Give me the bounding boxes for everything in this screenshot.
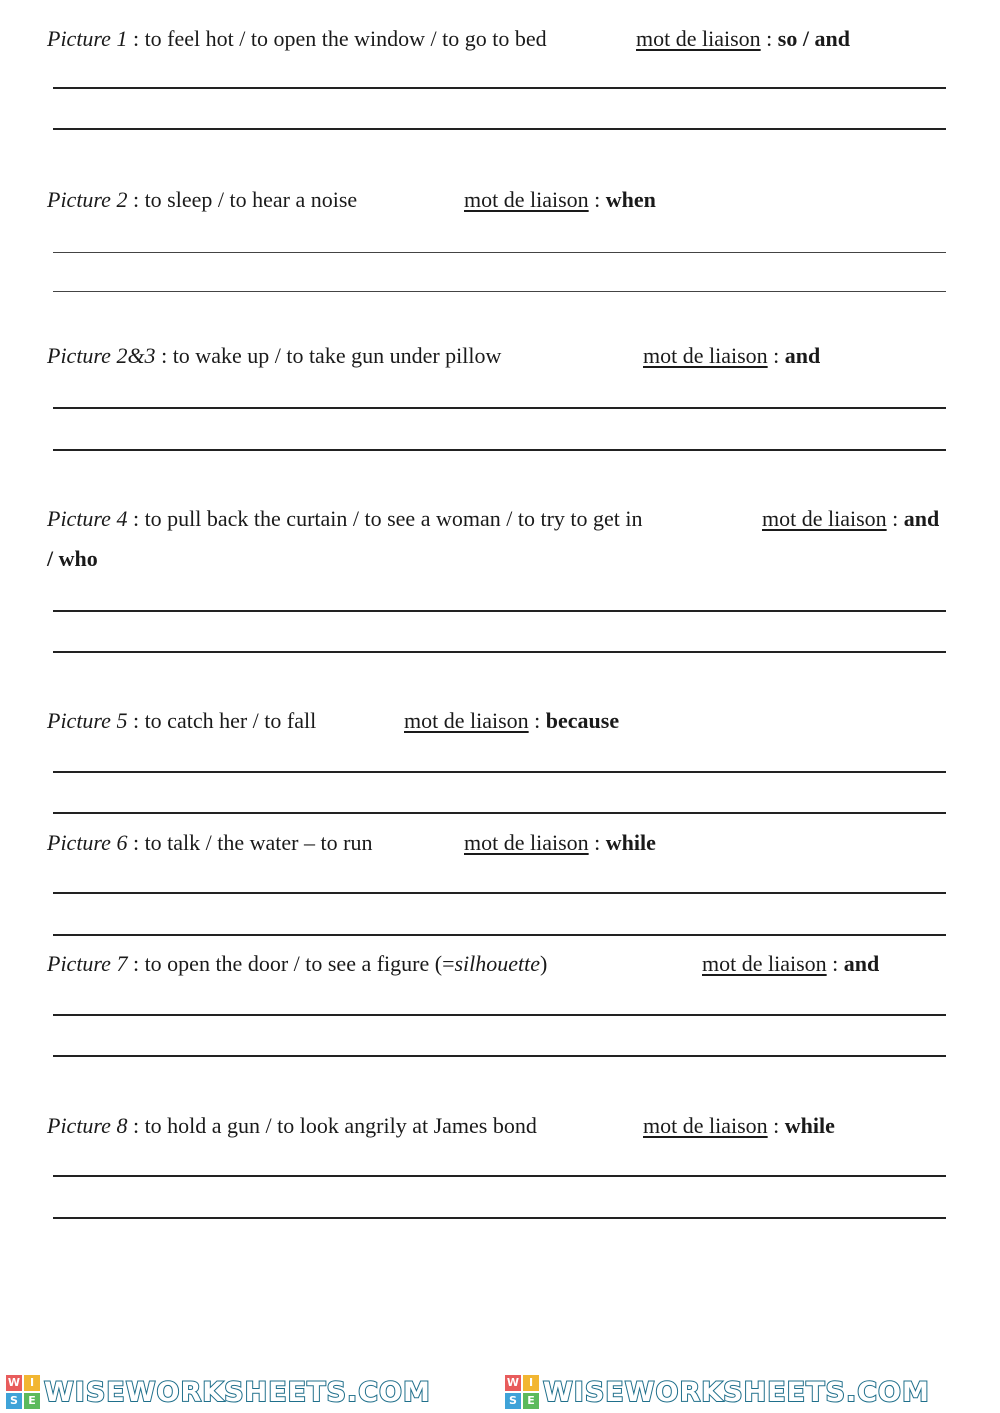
separator: :: [534, 708, 541, 733]
exercise-6-prompt: [47, 830, 372, 856]
separator: :: [132, 951, 140, 976]
exercise-5-label: Picture 5: [47, 708, 128, 733]
exercise-4-label: Picture 4: [47, 506, 128, 531]
answer-line[interactable]: [53, 449, 946, 451]
mot-de-liaison-label: mot de liaison: [643, 343, 768, 368]
exercise-8-prompt: [47, 1113, 537, 1139]
mot-de-liaison-label: mot de liaison: [702, 951, 827, 976]
logo-letter: S: [505, 1393, 521, 1409]
separator: :: [594, 187, 601, 212]
exercise-7-cues-italic: silhouette: [454, 951, 541, 976]
exercise-4-liaison: [762, 506, 939, 532]
logo-letter: W: [7, 1376, 21, 1389]
exercise-3-connector: and: [784, 343, 821, 368]
separator: :: [773, 343, 780, 368]
logo-letter: W: [506, 1376, 520, 1389]
mot-de-liaison-label: mot de liaison: [636, 26, 761, 51]
logo-letter: I: [24, 1375, 40, 1391]
exercise-5-cues: to catch her / to fall: [144, 708, 317, 733]
answer-line[interactable]: [53, 128, 946, 130]
separator: :: [132, 506, 140, 531]
answer-line[interactable]: [53, 1014, 946, 1016]
exercise-1-prompt: [47, 26, 547, 52]
exercise-8-cues: to hold a gun / to look angrily at James bond: [144, 1113, 537, 1138]
exercise-3-liaison: [643, 343, 820, 369]
mot-de-liaison-label: mot de liaison: [762, 506, 887, 531]
answer-line[interactable]: [53, 1055, 946, 1057]
brand-mark: [505, 1374, 930, 1410]
wise-logo-icon: [505, 1375, 539, 1409]
separator: :: [132, 1113, 140, 1138]
exercise-2-connector: when: [605, 187, 656, 212]
exercise-7-cues-after: ): [540, 951, 548, 976]
exercise-7-connector: and: [843, 951, 880, 976]
exercise-8-liaison: [643, 1113, 835, 1139]
mot-de-liaison-label: mot de liaison: [404, 708, 529, 733]
answer-line[interactable]: [53, 1217, 946, 1219]
answer-line[interactable]: [53, 1175, 946, 1177]
exercise-2-cues: to sleep / to hear a noise: [144, 187, 358, 212]
brand-wordmark: WISEWORKSHEETS.COM: [44, 1376, 431, 1408]
answer-line[interactable]: [53, 892, 946, 894]
answer-line[interactable]: [53, 934, 946, 936]
exercise-8-label: Picture 8: [47, 1113, 128, 1138]
exercise-7-prompt: [47, 951, 547, 977]
exercise-8-connector: while: [784, 1113, 835, 1138]
logo-letter: I: [523, 1375, 539, 1391]
exercise-1-liaison: [636, 26, 850, 52]
separator: :: [892, 506, 899, 531]
exercise-2-prompt: [47, 187, 357, 213]
answer-line[interactable]: [53, 407, 946, 409]
separator: :: [832, 951, 839, 976]
answer-line[interactable]: [53, 87, 946, 89]
exercise-5-liaison: [404, 708, 619, 734]
brand-wordmark: WISEWORKSHEETS.COM: [543, 1376, 930, 1408]
separator: :: [132, 187, 140, 212]
exercise-4-connector: and: [903, 506, 940, 531]
exercise-6-label: Picture 6: [47, 830, 128, 855]
brand-mark: [6, 1374, 431, 1410]
exercise-7-cues: [145, 951, 548, 976]
exercise-7-liaison: [702, 951, 879, 977]
logo-letter: S: [6, 1393, 22, 1409]
separator: :: [132, 708, 140, 733]
logo-letter: E: [24, 1393, 40, 1409]
separator: :: [161, 343, 168, 368]
exercise-3-prompt: [47, 343, 501, 369]
exercise-7-cues-before: to open the door / to see a figure (=: [144, 951, 455, 976]
exercise-3-cues: to wake up / to take gun under pillow: [172, 343, 502, 368]
answer-line[interactable]: [53, 610, 946, 612]
exercise-6-liaison: [464, 830, 656, 856]
separator: :: [132, 26, 140, 51]
exercise-6-cues: to talk / the water – to run: [144, 830, 373, 855]
answer-line[interactable]: [53, 291, 946, 292]
wise-logo-icon: [6, 1375, 40, 1409]
exercise-6-connector: while: [605, 830, 656, 855]
logo-letter: E: [523, 1393, 539, 1409]
exercise-5-connector: because: [545, 708, 620, 733]
exercise-5-prompt: [47, 708, 316, 734]
mot-de-liaison-label: mot de liaison: [464, 830, 589, 855]
mot-de-liaison-label: mot de liaison: [643, 1113, 768, 1138]
exercise-4-prompt: [47, 506, 643, 532]
exercise-1-label: Picture 1: [47, 26, 128, 51]
answer-line[interactable]: [53, 651, 946, 653]
exercise-1-cues: to feel hot / to open the window / to go to bed: [144, 26, 547, 51]
exercise-2-liaison: [464, 187, 656, 213]
exercise-4-connector-continued: / who: [47, 546, 98, 571]
footer-branding: [0, 1372, 1000, 1413]
answer-line[interactable]: [53, 812, 946, 814]
answer-line[interactable]: [53, 771, 946, 773]
separator: :: [773, 1113, 780, 1138]
exercise-1-connector: so / and: [777, 26, 850, 51]
exercise-2-label: Picture 2: [47, 187, 128, 212]
separator: :: [766, 26, 773, 51]
exercise-7-label: Picture 7: [47, 951, 128, 976]
exercise-3-label: Picture 2&3: [47, 343, 156, 368]
answer-line[interactable]: [53, 252, 946, 253]
separator: :: [594, 830, 601, 855]
exercise-4-cues: to pull back the curtain / to see a woman / to try to get in: [144, 506, 643, 531]
separator: :: [132, 830, 140, 855]
mot-de-liaison-label: mot de liaison: [464, 187, 589, 212]
